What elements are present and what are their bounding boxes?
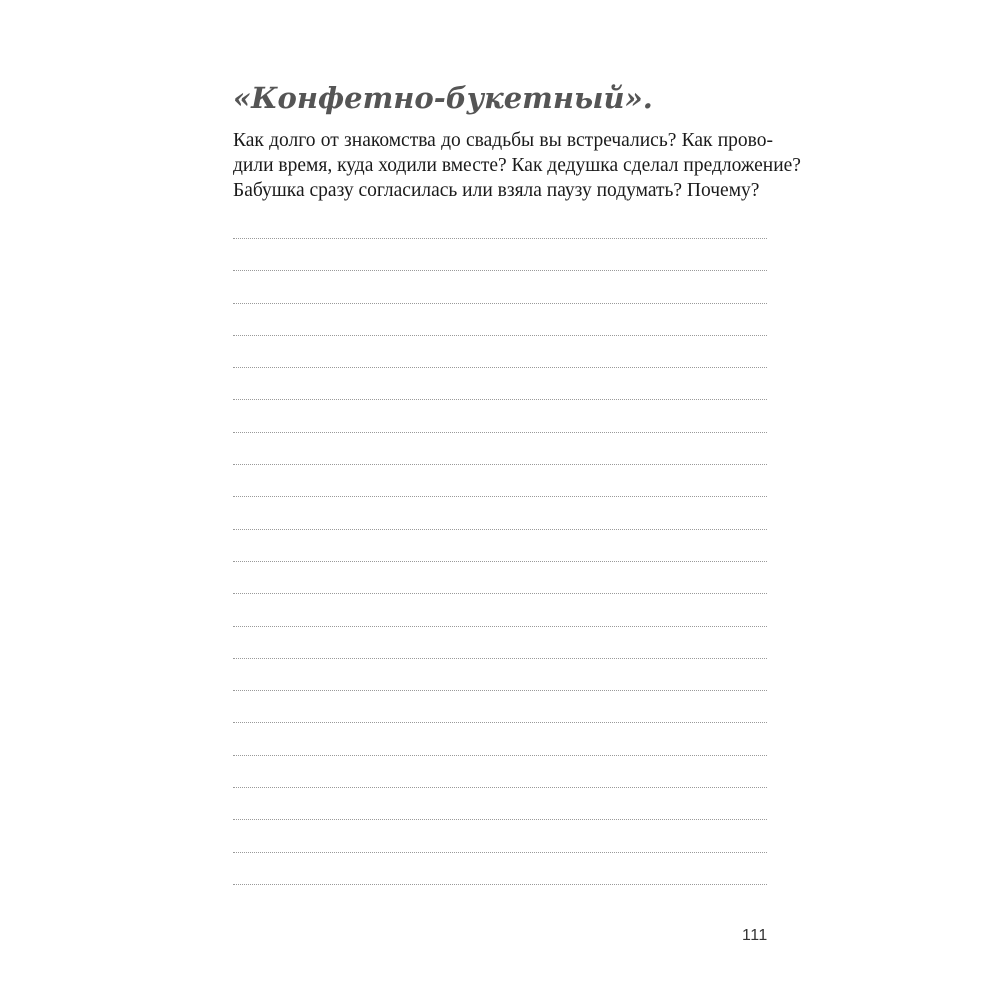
dotted-writing-line[interactable] <box>233 819 767 820</box>
dotted-writing-line[interactable] <box>233 658 767 659</box>
dotted-writing-line[interactable] <box>233 238 767 239</box>
dotted-writing-line[interactable] <box>233 593 767 594</box>
question-prompt <box>233 128 801 203</box>
dotted-writing-line[interactable] <box>233 690 767 691</box>
prompt-line: Как долго от знакомства до свадьбы вы встречались? Как прово- <box>233 130 773 151</box>
prompt-line: Бабушка сразу согласилась или взяла паузу подумать? Почему? <box>233 180 760 201</box>
dotted-writing-line[interactable] <box>233 722 767 723</box>
answer-writing-area[interactable] <box>233 238 767 916</box>
section-title: «Конфетно-букетный». <box>233 81 653 115</box>
dotted-writing-line[interactable] <box>233 464 767 465</box>
dotted-writing-line[interactable] <box>233 399 767 400</box>
dotted-writing-line[interactable] <box>233 852 767 853</box>
prompt-line: дили время, куда ходили вместе? Как дедушка сделал предложение? <box>233 155 801 176</box>
dotted-writing-line[interactable] <box>233 432 767 433</box>
dotted-writing-line[interactable] <box>233 626 767 627</box>
dotted-writing-line[interactable] <box>233 367 767 368</box>
dotted-writing-line[interactable] <box>233 335 767 336</box>
dotted-writing-line[interactable] <box>233 496 767 497</box>
dotted-writing-line[interactable] <box>233 303 767 304</box>
dotted-writing-line[interactable] <box>233 529 767 530</box>
dotted-writing-line[interactable] <box>233 787 767 788</box>
dotted-writing-line[interactable] <box>233 270 767 271</box>
dotted-writing-line[interactable] <box>233 755 767 756</box>
dotted-writing-line[interactable] <box>233 561 767 562</box>
dotted-writing-line[interactable] <box>233 884 767 885</box>
page-number: 111 <box>742 927 768 944</box>
